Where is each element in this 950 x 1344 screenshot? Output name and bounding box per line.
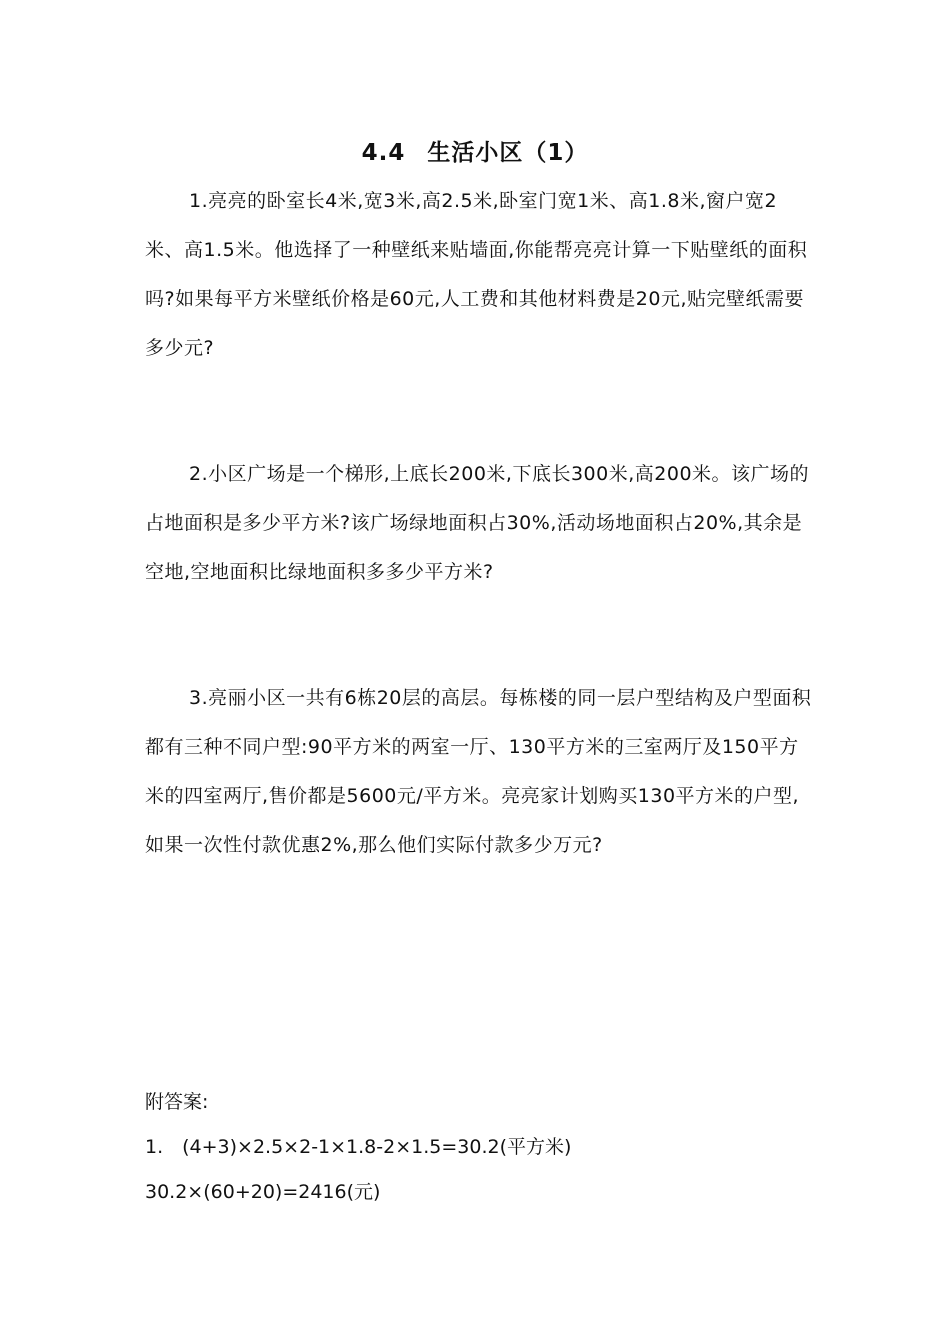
answer-line-2: 30.2×(60+20)=2416(元) bbox=[145, 1181, 381, 1203]
page-title bbox=[0, 134, 950, 167]
answer-section bbox=[145, 1080, 815, 1215]
problem-1: 1.亮亮的卧室长4米,宽3米,高2.5米,卧室门宽1米、高1.8米,窗户宽2米、高1.5米。他选择了一种壁纸来贴墙面,你能帮亮亮计算一下贴壁纸的面积吗?如果每平方米壁纸价格是60元,人工费和其他材料费是20元,贴完壁纸需要多少元? bbox=[145, 190, 808, 359]
section-title: 生活小区（1） bbox=[427, 140, 589, 166]
section-number: 4.4 bbox=[361, 140, 406, 166]
answer-heading: 附答案: bbox=[145, 1091, 209, 1113]
answer-line-1: 1. (4+3)×2.5×2-1×1.8-2×1.5=30.2(平方米) bbox=[145, 1136, 572, 1158]
problem-3: 3.亮丽小区一共有6栋20层的高层。每栋楼的同一层户型结构及户型面积都有三种不同户型:90平方米的两室一厅、130平方米的三室两厅及150平方米的四室两厅,售价都是5600元/平方米。亮亮家计划购买130平方米的户型,如果一次性付款优惠2%,那么他们实际付款多少万元? bbox=[145, 687, 812, 856]
problem-2: 2.小区广场是一个梯形,上底长200米,下底长300米,高200米。该广场的占地面积是多少平方米?该广场绿地面积占30%,活动场地面积占20%,其余是空地,空地面积比绿地面积多多少平方米? bbox=[145, 463, 810, 583]
